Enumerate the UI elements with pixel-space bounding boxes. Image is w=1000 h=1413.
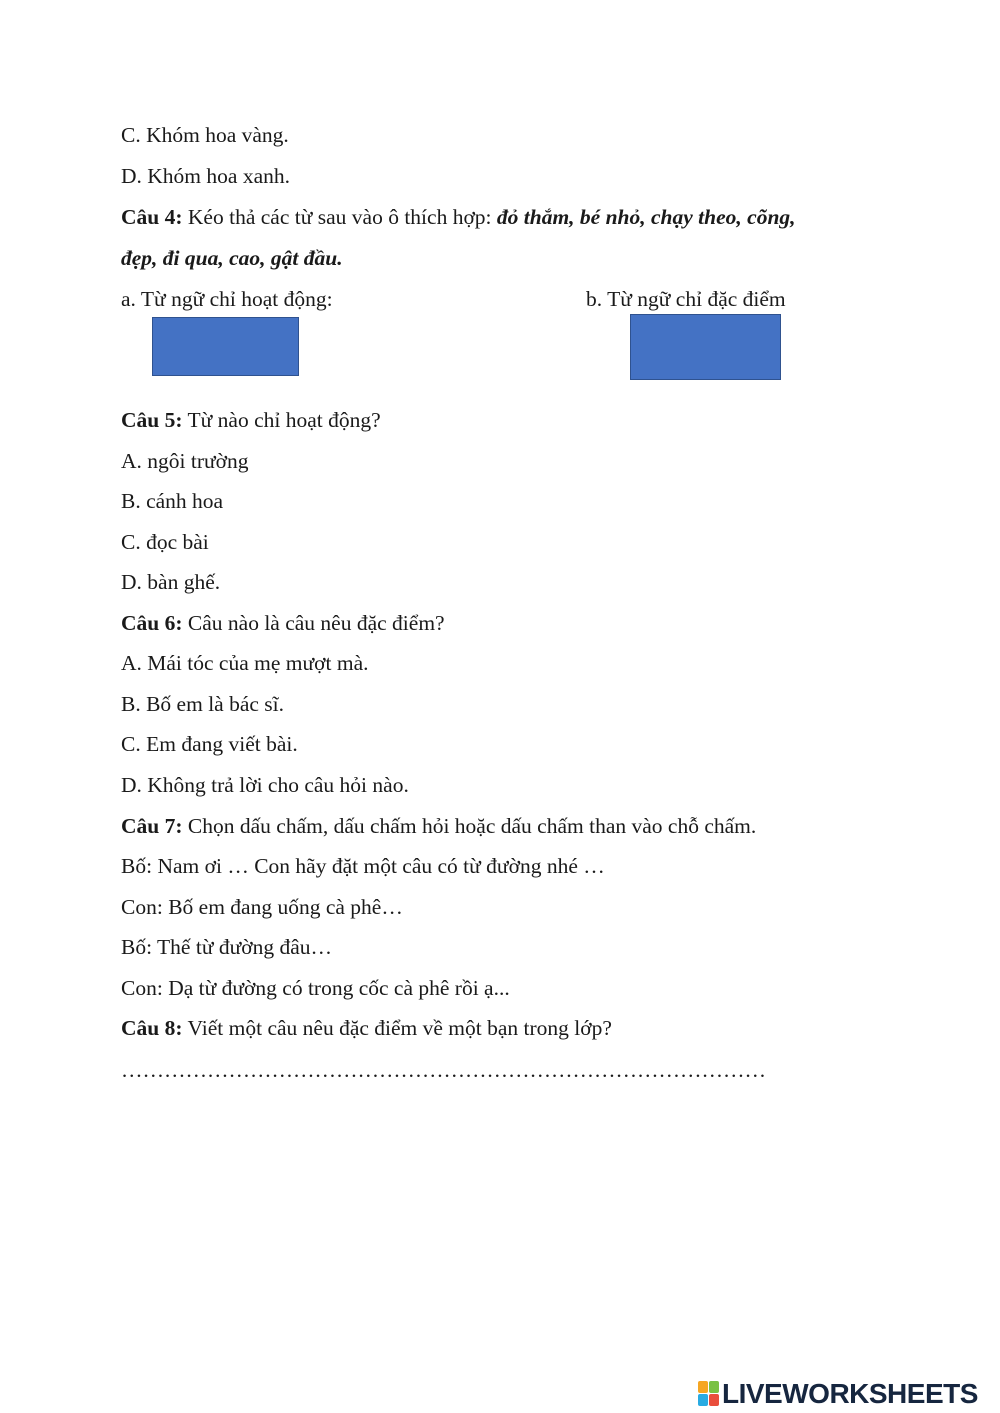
question-6-option-a: A. Mái tóc của mẹ mượt mà. bbox=[121, 651, 369, 675]
question-4-words-line-2: đẹp, đi qua, cao, gật đầu. bbox=[121, 246, 343, 270]
question-5-text: Từ nào chỉ hoạt động? bbox=[182, 408, 381, 432]
question-5-label: Câu 5: bbox=[121, 408, 183, 432]
drop-zone-feature[interactable] bbox=[630, 314, 781, 380]
answer-dotted-line[interactable]: ……………………………………………………………………………… bbox=[121, 1058, 766, 1082]
prev-option-c: C. Khóm hoa vàng. bbox=[121, 123, 289, 147]
dialogue-line-1: Bố: Nam ơi … Con hãy đặt một câu có từ đường nhé … bbox=[121, 854, 605, 878]
liveworksheets-logo bbox=[698, 1377, 978, 1411]
question-5-option-c: C. đọc bài bbox=[121, 530, 209, 554]
question-4-words-1: đỏ thắm, bé nhỏ, chạy theo, cõng, bbox=[496, 205, 796, 229]
question-8 bbox=[121, 1015, 612, 1041]
question-7-label: Câu 7: bbox=[121, 814, 183, 838]
question-6-option-c: C. Em đang viết bài. bbox=[121, 732, 298, 756]
question-6-option-b: B. Bố em là bác sĩ. bbox=[121, 692, 285, 716]
question-8-text: Viết một câu nêu đặc điểm về một bạn trong lớp? bbox=[182, 1016, 612, 1040]
question-7 bbox=[121, 813, 756, 839]
liveworksheets-logo-icon bbox=[698, 1381, 720, 1407]
question-4-label: Câu 4: bbox=[121, 205, 183, 229]
question-5-option-b: B. cánh hoa bbox=[121, 489, 224, 513]
category-activity-label: a. Từ ngữ chỉ hoạt động: bbox=[121, 287, 333, 311]
question-4-text: Kéo thả các từ sau vào ô thích hợp: bbox=[182, 205, 497, 229]
question-5 bbox=[121, 407, 381, 433]
dialogue-line-2: Con: Bố em đang uống cà phê… bbox=[121, 895, 403, 919]
question-5-option-a: A. ngôi trường bbox=[121, 449, 249, 473]
question-4 bbox=[121, 204, 796, 230]
prev-option-d: D. Khóm hoa xanh. bbox=[121, 164, 290, 188]
question-7-text: Chọn dấu chấm, dấu chấm hỏi hoặc dấu chấm than vào chỗ chấm. bbox=[182, 814, 757, 838]
question-6-option-d: D. Không trả lời cho câu hỏi nào. bbox=[121, 773, 409, 797]
question-6-label: Câu 6: bbox=[121, 611, 183, 635]
question-8-label: Câu 8: bbox=[121, 1016, 183, 1040]
liveworksheets-logo-text: LIVEWORKSHEETS bbox=[722, 1378, 978, 1409]
dialogue-line-3: Bố: Thế từ đường đâu… bbox=[121, 935, 333, 959]
question-5-option-d: D. bàn ghế. bbox=[121, 570, 221, 594]
question-6 bbox=[121, 610, 445, 636]
category-feature-label: b. Từ ngữ chỉ đặc điểm bbox=[586, 287, 786, 311]
dialogue-line-4: Con: Dạ từ đường có trong cốc cà phê rồi ạ... bbox=[121, 976, 510, 1000]
drop-zone-activity[interactable] bbox=[152, 317, 299, 376]
question-6-text: Câu nào là câu nêu đặc điểm? bbox=[182, 611, 445, 635]
